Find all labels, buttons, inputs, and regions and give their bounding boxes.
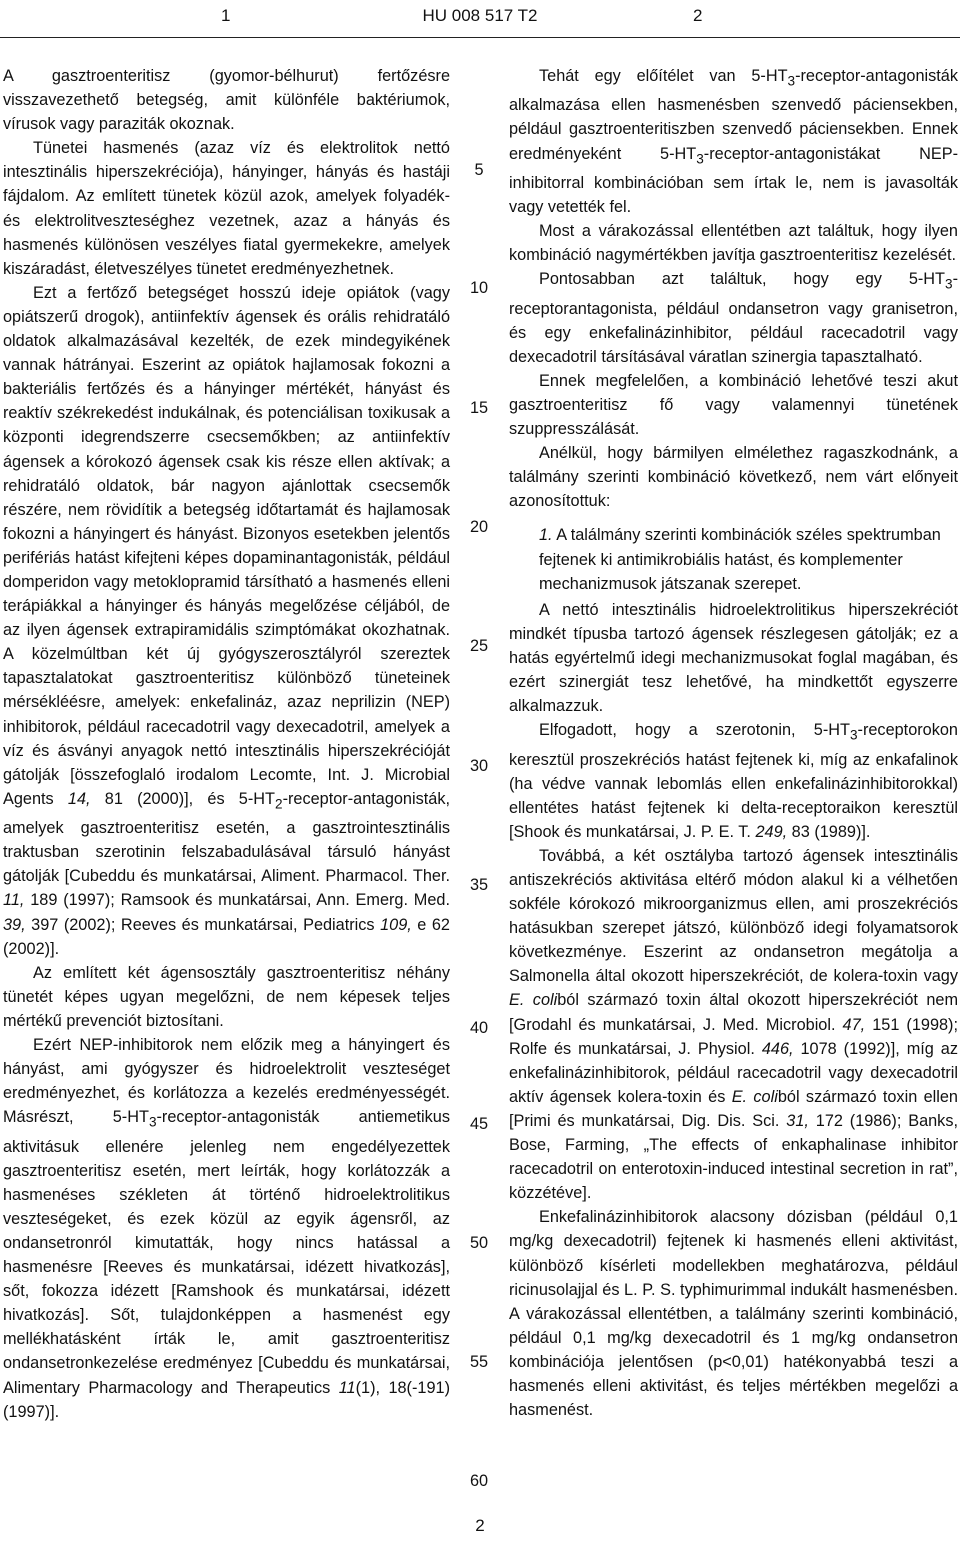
footer-page-number: 2 bbox=[475, 1516, 485, 1535]
text: 81 (2000)], és 5-HT bbox=[90, 789, 275, 808]
text: -receptor-antagonisták antiemetikus aktivitásuk ellenére jelenleg nem engedélyezettek gasztroenteritisz esetén, mert leírták, hogy korlátozzák a hasmenéses székleten át történő hidroelektrolitikus veszteségeket, és ezek közül az egyik ágensről, az ondansetronról kimutatták, hogy nincs hatással a hasmenésre [Reeves és munkatársai, idézett hivatkozás], sőt, fokozza idézett [Ramshook és munkatársai, idézett hivatkozás]. Sőt, tulajdonképpen a hasmenést egy mellékhatásként írták le, amit gasztroenteritisz ondansetronkezelése eredményez [Cubeddu és munkatársai, Alimentary Pharmacology and Therapeutics bbox=[3, 1108, 450, 1397]
left-column bbox=[3, 64, 450, 1424]
text: Tehát egy előítélet van 5-HT bbox=[539, 67, 788, 85]
line-numbers bbox=[459, 0, 499, 1541]
volume: 249, bbox=[755, 822, 788, 841]
text: -receptor-antagonistákat NEP-inhibitorral kombinációban sem írtak le, nem is javasolták vagy vetették fel. bbox=[509, 144, 958, 216]
text: -receptor-antagonisták alkalmazása ellen hasmenésben szenvedő páciensekben, például gasztroenteritiszben szenvedő páciensekben. Ennek eredményeként 5-HT bbox=[509, 67, 958, 163]
line-number: 55 bbox=[469, 1353, 489, 1371]
text: (1), 18(-191) (1997)]. bbox=[3, 1378, 450, 1421]
line-number: 25 bbox=[469, 637, 489, 655]
line-number: 45 bbox=[469, 1115, 489, 1133]
line-number: 5 bbox=[474, 161, 484, 179]
text: -receptor-antagonisták, amelyek gasztroenteritisz esetén, a gasztrointesztinális traktusban szerotinin felszabadulásával társuló hányást gátolják [Cubeddu és munkatársai, Aliment. Pharmacol. Ther. bbox=[3, 789, 450, 886]
right-column bbox=[509, 64, 958, 1422]
text: 189 (1997); Ramsook és munkatársai, Ann. Emerg. Med. bbox=[24, 891, 450, 910]
line-number: 60 bbox=[469, 1472, 489, 1490]
text: -receptorantagonista, például ondansetron vagy granisetron, és egy enkefalinázinhibitor, például racecadotril vagy dexecadotril társításával váratlan szinergia tapasztalható. bbox=[509, 270, 958, 366]
text: Ezért NEP-inhibitorok nem előzik meg a hányingert és hányást, ami gyógyszer és hidroelektrolit veszteséget eredményezhet, és korlátozza a kezelés eredményességét. Másrészt, 5-HT bbox=[3, 1036, 450, 1127]
text: A találmány szerinti kombinációk széles spektrumban fejtenek ki antimikrobiális hatást, és komplementer mechanizmusok játszanak szerepet. bbox=[539, 526, 941, 593]
line-number: 35 bbox=[469, 876, 489, 894]
line-number: 50 bbox=[469, 1234, 489, 1252]
text: Pontosabban azt találtuk, hogy egy 5-HT bbox=[539, 270, 946, 289]
page-number-left: 1 bbox=[221, 6, 231, 25]
line-number: 30 bbox=[469, 757, 489, 775]
volume: 39, bbox=[3, 915, 26, 934]
subscript: 3 bbox=[945, 276, 953, 292]
text: 83 (1989)]. bbox=[787, 822, 871, 841]
subscript: 3 bbox=[696, 150, 704, 166]
volume: 47, bbox=[842, 1015, 866, 1034]
paragraph bbox=[3, 281, 450, 961]
list-number: 1. bbox=[539, 526, 553, 545]
text: ból származó toxin által okozott hiperszekréciót nem [Grodahl és munkatársai, J. Med. Microbiol. bbox=[509, 991, 959, 1034]
volume: 11, bbox=[3, 891, 25, 910]
line-number: 40 bbox=[469, 1019, 489, 1037]
paragraph bbox=[3, 1033, 450, 1424]
paragraph: A nettó intesztinális hidroelektrolitikus hiperszekréciót mindkét típusba tartozó ágensek részlegesen gátolják; ez a hatás egyértelmű idegi mechanizmusokat foglal magában, és ezért szinergiát tesz lehetővé, ha mindkettőt egyszerre alkalmazzuk. bbox=[509, 600, 958, 716]
page-number-right: 2 bbox=[693, 6, 703, 25]
text: 397 (2002); Reeves és munkatársai, Pediatrics bbox=[25, 915, 381, 934]
subscript: 3 bbox=[148, 1114, 157, 1130]
paragraph: Enkefalinázinhibitorok alacsony dózisban (például 0,1 mg/kg dexecadotril) fejtenek ki hasmenés elleni aktivitást, különböző kísérleti modellekben meghatározva, például ricinusolajjal és L. P. S. typhimurimmal indukált hasmenésben. A várakozással ellentétben, a találmány szerinti kombináció, például 0,1 mg/kg dexecadotril és 1 mg/kg ondansetron kombinációja jelentősen (p<0,01) hatékonyabbá teszi a hasmenés elleni aktivitást, és teljes mértékben megelőzi a hasmenést. bbox=[509, 1208, 958, 1420]
line-number: 20 bbox=[469, 518, 489, 536]
paragraph: Most a várakozással ellentétben azt találtuk, hogy ilyen kombináció nagymértékben javítja gasztroenteritisz kezelését. bbox=[509, 222, 958, 265]
line-number: 15 bbox=[469, 399, 489, 417]
volume: 14, bbox=[67, 789, 91, 808]
page-footer bbox=[0, 1516, 960, 1536]
paragraph bbox=[509, 64, 958, 219]
list-item bbox=[509, 523, 958, 595]
subscript: 3 bbox=[787, 73, 796, 89]
paragraph bbox=[509, 718, 958, 844]
paragraph: Anélkül, hogy bármilyen elmélethez ragaszkodnánk, a találmány szerinti kombináció következő, nem várt előnyeit azonosítottuk: bbox=[509, 444, 958, 511]
volume: 109, bbox=[380, 915, 412, 934]
paragraph: Ennek megfelelően, a kombináció lehetővé teszi akut gasztroenteritisz fő vagy valamennyi tünetének szuppresszálását. bbox=[509, 371, 958, 439]
text: Elfogadott, hogy a szerotonin, 5-HT bbox=[539, 721, 850, 740]
text: ból származó toxin ellen [Primi és munkatársai, Dig. Dis. Sci. bbox=[509, 1087, 958, 1130]
patent-number: HU 008 517 T2 bbox=[422, 6, 538, 25]
volume: 11 bbox=[338, 1378, 356, 1397]
text: e 62 (2002)]. bbox=[3, 915, 450, 958]
text: 1078 (1992)], míg az enkefalinázinhibitorok, például racecadotril vagy dexecadotril aktív ágensek kolera-toxin és bbox=[509, 1039, 958, 1106]
paragraph: Tünetei hasmenés (azaz víz és elektrolitok nettó intesztinális hiperszekréciója), hányinger, hányás és hastáji fájdalom. Az említett tünetek közül azok, amelyek folyadék- és elektrolitveszteséghez vezetnek, azaz a hányás és hasmenés különösen veszélyes fiatal gyermekekre, amelyek kiszáradást, életveszélyes tünetet eredményezhetnek. bbox=[3, 139, 450, 278]
volume: 446, bbox=[761, 1039, 794, 1058]
paragraph bbox=[509, 844, 958, 1205]
paragraph bbox=[509, 267, 958, 369]
text: -receptorokon keresztül proszekréciós hatást fejtenek ki, míg az enkafalinok (ha védve vannak lebomlás ellen enkefalinázinhibitorokkal) ellentétes hatást fejtenek ki delta-receptoraikon keresztül [Shook és munkatársai, J. P. E. T. bbox=[509, 721, 958, 841]
text: 172 (1986); Banks, Bose, Farming, „The effects of enkaphalinase inhibitor racecadotril on enterotoxin-induced intestinal secretion in rat”, közzétéve]. bbox=[509, 1111, 958, 1203]
text: 151 (1998); Rolfe és munkatársai, J. Physiol. bbox=[509, 1015, 958, 1058]
species-name: E. coli bbox=[509, 991, 558, 1010]
paragraph: A gasztroenteritisz (gyomor-bélhurut) fertőzésre visszavezethető betegség, amit különféle baktériumok, vírusok vagy paraziták okoznak. bbox=[3, 67, 450, 134]
text: Ezt a fertőző betegséget hosszú ideje opiátok (vagy opiátszerű drogok), antiinfektív ágensek és orális rehidratáló oldatok alkalmazásával kezelték, de ezek mindegyikének vannak hátrányai. Eszerint az opiátok hajlamosak fokozni a bakteriális fertőzés és a hányinger mértékét, hányást és reaktív székrekedést indukálnak, és potenciálisan toxikusak a központi idegrendszerre csecsemőkben; az antiinfektív ágensek a kórokozó ágensek csak kis része ellen aktívak; a rehidratáló oldatok, bár nagyon ajánlottak csecsemők részére, nem rövidítik a betegség időtartamát és hajlamosak fokozni a hányingert és hányást. Bizonyos esetekben jelentős perifériás hatást kifejteni képes dopaminantagonisták, például domperidon vagy metoklopramid társítható a hasmenés elleni terápiákkal a hányinger és hányás megelőzése céljából, de az ilyen ágensek extrapiramidális szimptómákat okozhatnak. A közelmúltban két új gyógyszerosztályról szereztek tapasztalatokat gasztroenteritisz különböző tüneteinek mérsékléésre, amelyek: enkefalináz, azaz neprilizin (NEP) inhibitorok, például racecadotril vagy dexecadotril, amelyek a víz és ásványi anyagok nettó intesztinális hiperszekrécióját gátolják [összefoglaló irodalom Lecomte, Int. J. Microbial Agents bbox=[3, 283, 450, 808]
line-number: 10 bbox=[469, 279, 489, 297]
paragraph: Az említett két ágensosztály gasztroenteritisz néhány tünetét képes ugyan megelőzni, de nem képesek teljes mértékű prevenciót biztosítani. bbox=[3, 963, 450, 1030]
subscript: 2 bbox=[275, 796, 283, 812]
subscript: 3 bbox=[849, 727, 858, 743]
text: Továbbá, a két osztályba tartozó ágensek intesztinális antiszekréciós aktivitása eltérő módon alakul ki a vélhetően sokféle kórokozó mikroorganizmus ellen, ami proszekréciós hatásukban szerepet játszó, különböző idegi folyamatsorok következménye. Eszerint az ondansetron megátolja a Salmonella által okozott hiperszekréciót, de kolera-toxin vagy bbox=[509, 846, 958, 986]
species-name: E. coli bbox=[731, 1087, 778, 1106]
volume: 31, bbox=[786, 1111, 809, 1130]
